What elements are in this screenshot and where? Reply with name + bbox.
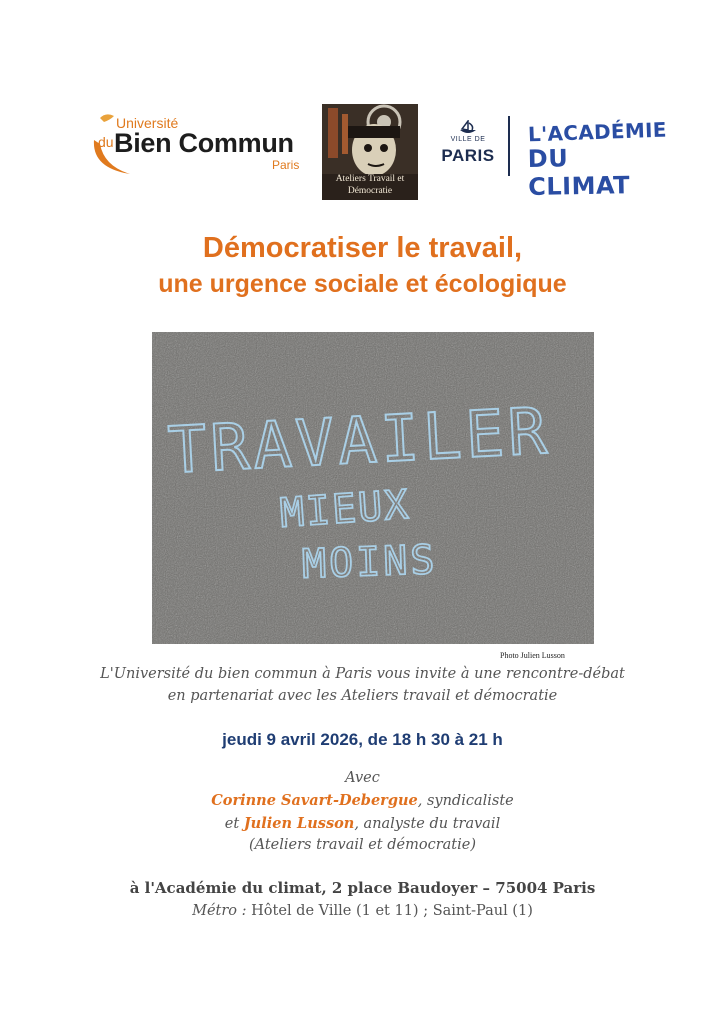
invite-line2: en partenariat avec les Ateliers travail et démocratie — [167, 688, 558, 704]
speaker1 — [0, 792, 725, 809]
page-title-line1: Démocratiser le travail, — [202, 232, 523, 264]
logo-universite-bien-commun — [90, 110, 305, 180]
paris-ville-de-text: VILLE DE — [450, 136, 486, 143]
logo-universite-text: Université — [116, 115, 179, 131]
speaker2-role: , analyste du travail — [354, 816, 501, 832]
metro-label: Métro : — [192, 903, 247, 919]
chalk-photo — [152, 332, 594, 644]
speaker-affiliation: (Ateliers travail et démocratie) — [248, 837, 476, 853]
speaker2-prefix: et — [224, 816, 244, 832]
photo-credit: Photo Julien Lusson — [500, 651, 565, 660]
adc-line2-text: DU CLIMAT — [527, 144, 631, 201]
page-title-line2: une urgence sociale et écologique — [158, 270, 567, 298]
speaker2-name: Julien Lusson — [243, 815, 355, 832]
avec-label: Avec — [345, 770, 380, 786]
logo-ville-de-paris — [440, 120, 496, 176]
metro-info — [0, 903, 725, 919]
chalk-line2: MIEUX — [278, 481, 412, 537]
adc-line1-text: L'ACADÉMIE — [527, 117, 668, 147]
venue-address: à l'Académie du climat, 2 place Baudoyer – 75004 Paris — [129, 879, 596, 897]
speaker2 — [0, 815, 725, 832]
chalk-line3: MOINS — [301, 537, 439, 588]
chalk-line1: TRAVAILER — [166, 394, 553, 489]
ateliers-caption-line2: Démocratie — [347, 186, 393, 196]
invite-line1: L'Université du bien commun à Paris vous invite à une rencontre-débat — [100, 666, 625, 682]
logo-paris-text: Paris — [272, 158, 300, 172]
logo-academie-du-climat — [527, 117, 668, 201]
chalk-text — [152, 332, 594, 644]
paris-boat-icon — [458, 120, 478, 136]
metro-stations: Hôtel de Ville (1 et 11) ; Saint-Paul (1) — [246, 903, 533, 919]
logo-ateliers-travail-democratie — [322, 104, 418, 200]
logo-divider — [508, 116, 510, 176]
speaker1-role: , syndicaliste — [417, 793, 514, 809]
paris-name-text: PARIS — [441, 146, 495, 165]
ateliers-caption — [322, 173, 418, 197]
logo-bien-commun-text: Bien Commun — [114, 128, 294, 158]
event-date: jeudi 9 avril 2026, de 18 h 30 à 21 h — [222, 730, 503, 749]
speaker1-name: Corinne Savart-Debergue — [211, 792, 418, 809]
logo-du-text: du — [98, 134, 114, 150]
ateliers-caption-line1: Ateliers Travail et — [335, 174, 405, 184]
